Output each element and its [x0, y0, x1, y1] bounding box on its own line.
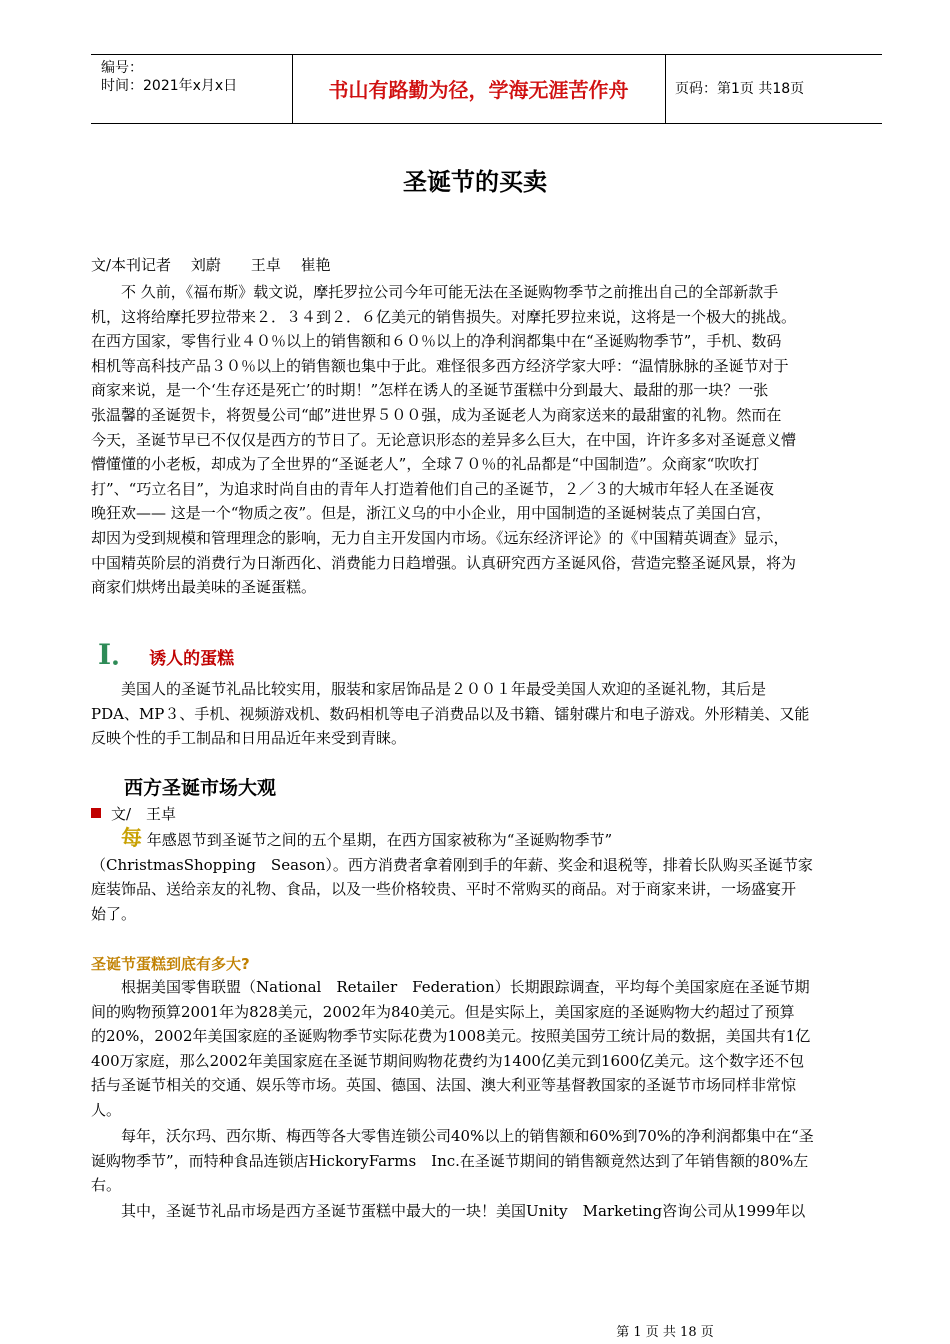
page-footer: 第 1 页 共 18 页 [616, 1325, 714, 1340]
text-line: 却因为受到规模和管理理念的影响，无力自主开发国内市场。《远东经济评论》的《中国精英调查》显示， [91, 528, 789, 547]
section-paragraph [91, 677, 881, 751]
text-line: 打”、“巧立名目”，为追求时尚自由的青年人打造着他们自己的圣诞节，２／３的大城市年轻人在圣诞夜 [91, 479, 775, 498]
subsection-author [91, 803, 176, 825]
header-meta-cell [91, 55, 293, 123]
text-line: 今天，圣诞节早已不仅仅是西方的节日了。无论意识形态的差异多么巨大，在中国，许许多多对圣诞意义懵 [91, 430, 797, 449]
text-line: 右。 [91, 1176, 122, 1195]
text-line: 晚狂欢—— 这是一个“物质之夜”。但是，浙江义乌的中小企业，用中国制造的圣诞树装点了美国白宫， [91, 504, 772, 523]
section-title: 诱人的蛋糕 [149, 649, 235, 669]
text-line: 每年，沃尔玛、西尔斯、梅西等各大零售连锁公司40%以上的销售额和60%到70%的净利润都集中在“圣 [91, 1127, 814, 1145]
document-date: 时间：2021年x月x日 [101, 78, 238, 94]
question-paragraph-3 [91, 1199, 881, 1224]
text-line: 的20%，2002年美国家庭的圣诞购物季节实际花费为1008美元。按照美国劳工统计局的数据，美国共有1亿 [91, 1027, 811, 1046]
drop-cap: 每 [121, 826, 143, 850]
text-line: 间的购物预算2001年为828美元，2002年为840美元。但是实际上，美国家庭的圣诞购物大约超过了预算 [91, 1002, 795, 1021]
question-heading: 圣诞节蛋糕到底有多大? [91, 955, 250, 973]
intro-paragraph [91, 280, 881, 600]
page-header [91, 54, 882, 124]
text-line: 中国精英阶层的消费行为日渐西化、消费能力日趋增强。认真研究西方圣诞风俗，营造完整圣诞风景，将为 [91, 553, 797, 572]
header-page-number: 页码：第1页 共18页 [675, 81, 805, 97]
text-line: 商家们烘烤出最美味的圣诞蛋糕。 [91, 578, 317, 597]
text-line: （ChristmasShopping Season）。西方消费者拿着刚到手的年薪、奖金和退税等，排着长队购买圣诞节家 [91, 855, 813, 874]
lead-text: 年感恩节到圣诞节之间的五个星期，在西方国家被称为“圣诞购物季节” [146, 831, 613, 849]
text-line: 在西方国家，零售行业４０％以上的销售额和６０％以上的净利润都集中在“圣诞购物季节”，手机、数码 [91, 332, 782, 351]
question-paragraph-2 [91, 1124, 881, 1198]
header-motto: 书山有路勤为径，学海无涯苦作舟 [328, 78, 629, 102]
text-line: 商家来说，是一个‘生存还是死亡’的时期！”怎样在诱人的圣诞节蛋糕中分到最大、最甜的那一块？一张 [91, 381, 769, 400]
text-line: 机，这将给摩托罗拉带来２．３４到２．６亿美元的销售损失。对摩托罗拉来说，这将是一个极大的挑战。 [91, 307, 797, 326]
bullet-square-icon [91, 808, 101, 818]
text-line: 不 久前，《福布斯》载文说，摩托罗拉公司今年可能无法在圣诞购物季节之前推出自己的全部新款手 [91, 283, 779, 301]
text-line: 根据美国零售联盟（National Retailer Federation）长期跟踪调查，平均每个美国家庭在圣诞节期 [91, 978, 810, 996]
text-line: 人。 [91, 1100, 122, 1119]
document-number-label: 编号： [101, 60, 143, 76]
text-line: 括与圣诞节相关的交通、娱乐等市场。英国、德国、法国、澳大利亚等基督教国家的圣诞节市场同样非常惊 [91, 1076, 797, 1095]
subsection-title: 西方圣诞市场大观 [124, 777, 277, 799]
author-text: 文/ 王卓 [111, 805, 177, 823]
article-byline: 文/本刊记者 刘蔚 王卓 崔艳 [91, 256, 331, 274]
text-line: 张温馨的圣诞贺卡，将贺曼公司“邮”进世界５００强，成为圣诞老人为商家送来的最甜蜜的礼物。然而在 [91, 405, 782, 424]
lead-line [91, 826, 881, 853]
text-line: 相机等高科技产品３０％以上的销售额也集中于此。难怪很多西方经济学家大呼：“温情脉脉的圣诞节对于 [91, 356, 789, 375]
text-line: 懵懂懂的小老板，却成为了全世界的“圣诞老人”，全球７０％的礼品都是“中国制造”。众商家“吹吹打 [91, 455, 760, 474]
text-line: 其中，圣诞节礼品市场是西方圣诞节蛋糕中最大的一块！美国Unity Marketing咨询公司从1999年以 [91, 1202, 806, 1220]
subsection-paragraph [91, 826, 881, 926]
text-line: 美国人的圣诞节礼品比较实用，服装和家居饰品是２００１年最受美国人欢迎的圣诞礼物，其后是 [91, 680, 767, 698]
text-line: 诞购物季节”，而特种食品连锁店HickoryFarms Inc.在圣诞节期间的销售额竟然达到了年销售额的80%左 [91, 1151, 809, 1170]
header-page-cell [665, 55, 882, 123]
section-heading [98, 638, 234, 672]
text-line: 始了。 [91, 904, 137, 923]
text-line: 庭装饰品、送给亲友的礼物、食品，以及一些价格较贵、平时不常购买的商品。对于商家来讲，一场盛宴开 [91, 880, 797, 899]
article-title: 圣诞节的买卖 [403, 168, 547, 196]
text-line: PDA、MP３、手机、视频游戏机、数码相机等电子消费品以及书籍、镭射碟片和电子游戏。外形精美、又能 [91, 704, 810, 723]
header-motto-cell [292, 55, 666, 123]
text-line: 反映个性的手工制品和日用品近年来受到青睐。 [91, 729, 407, 748]
section-number: I． [98, 638, 140, 671]
text-line: 400万家庭，那么2002年美国家庭在圣诞节期间购物花费约为1400亿美元到1600亿美元。这个数字还不包 [91, 1051, 805, 1070]
question-paragraph-1 [91, 975, 881, 1123]
